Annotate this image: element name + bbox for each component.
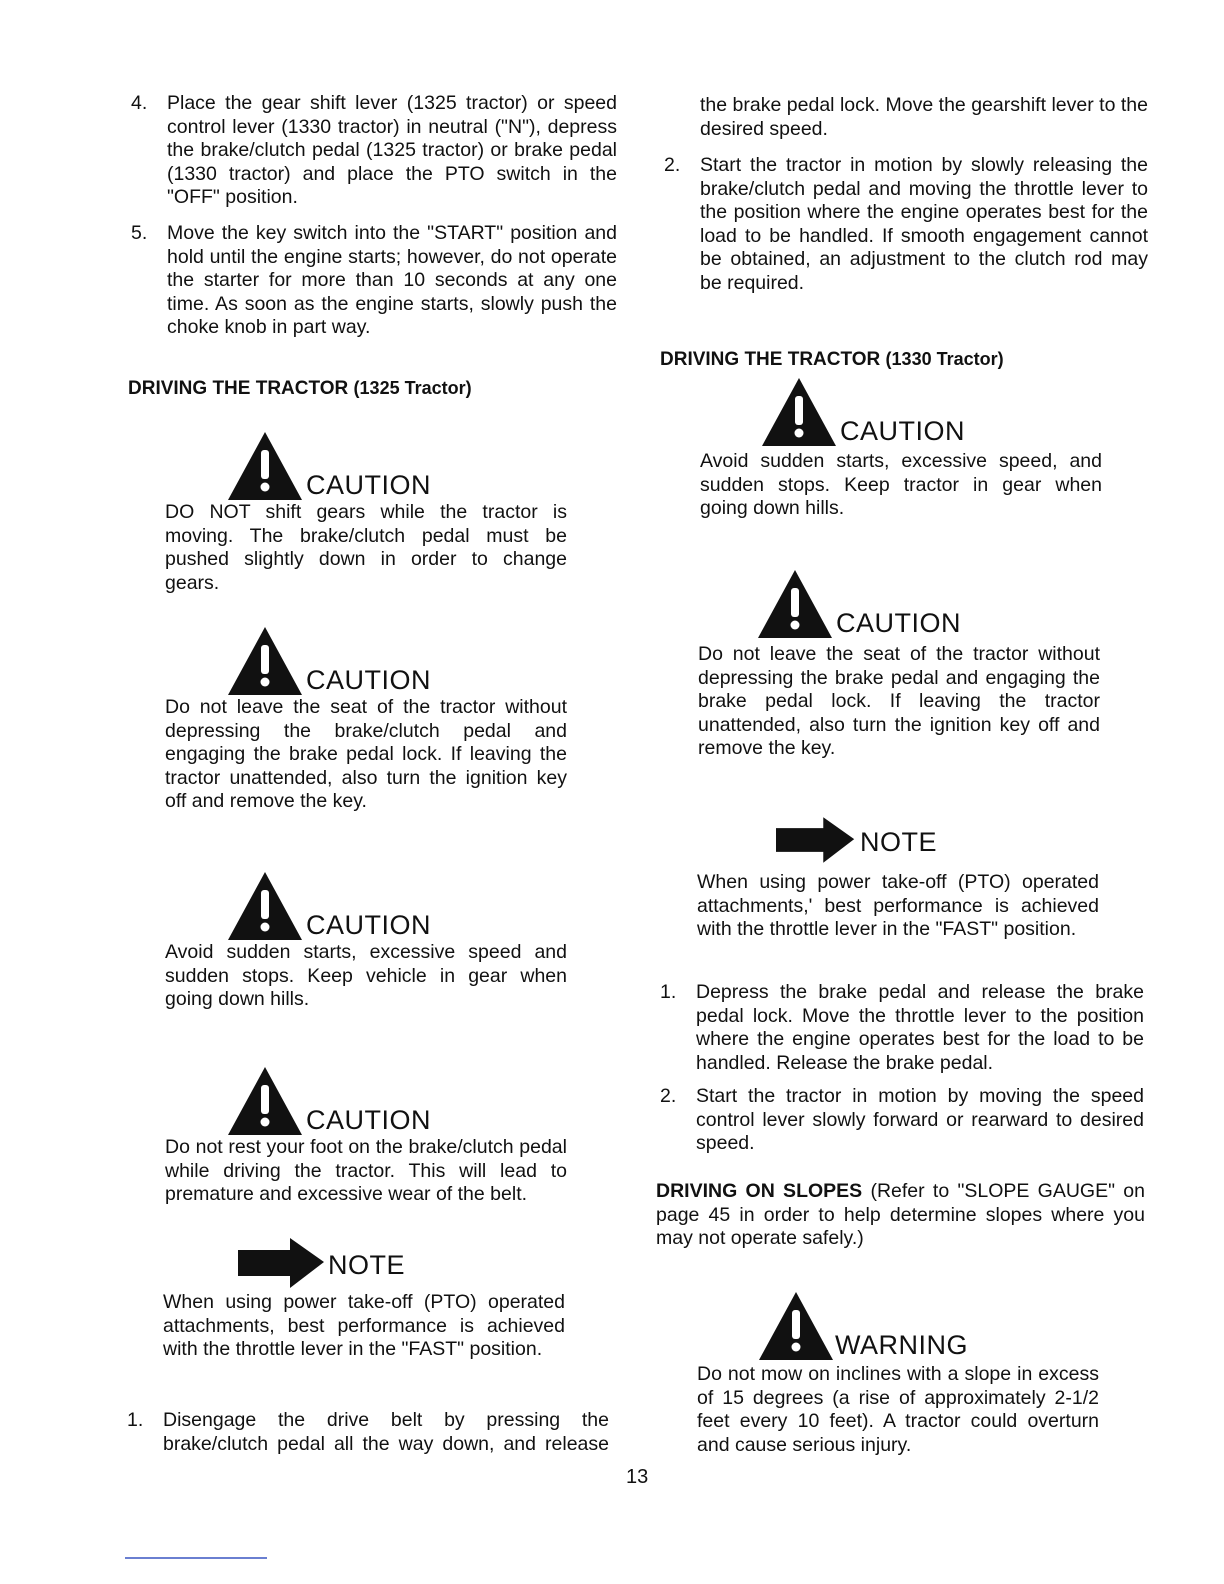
warning-triangle-icon bbox=[226, 430, 304, 502]
caution-title: CAUTION bbox=[306, 1105, 431, 1135]
note-callout bbox=[776, 815, 937, 865]
caution-text: Avoid sudden starts, excessive speed, and sudden stops. Keep tractor in gear when going down hills. bbox=[700, 450, 1102, 520]
arrow-right-icon bbox=[238, 1238, 326, 1288]
step-5-number: 5. bbox=[131, 222, 148, 244]
heading-1325-sub: (1325 Tractor) bbox=[353, 378, 472, 398]
caution-callout bbox=[760, 376, 965, 448]
caution-text: Do not rest your foot on the brake/clutch pedal while driving the tractor. This will lead to premature and excessive wear of the belt. bbox=[165, 1136, 567, 1206]
note-callout bbox=[238, 1238, 405, 1288]
slopes-heading: DRIVING ON SLOPES bbox=[656, 1180, 863, 1202]
note-text: When using power take-off (PTO) operated attachments, best performance is achieved with the throttle lever in the "FAST" position. bbox=[163, 1291, 565, 1361]
warning-callout bbox=[757, 1290, 968, 1362]
step-1-text: Disengage the drive belt by pressing the brake/clutch pedal all the way down, and release bbox=[163, 1409, 609, 1455]
caution-text: Avoid sudden starts, excessive speed and sudden stops. Keep vehicle in gear when going down hills. bbox=[165, 941, 567, 1011]
warning-triangle-icon bbox=[226, 1065, 304, 1137]
note-title: NOTE bbox=[328, 1250, 406, 1280]
step-2-text: Start the tractor in motion by slowly releasing the brake/clutch pedal and moving the throttle lever to the position where the engine operates best for the load to be handled. If smooth engagement cannot be obtained, an adjustment to the clutch rod may be required. bbox=[700, 154, 1148, 294]
caution-callout bbox=[756, 568, 961, 640]
step-2-text: Start the tractor in motion by moving the speed control lever slowly forward or rearward to desired speed. bbox=[696, 1085, 1144, 1155]
continued-text: the brake pedal lock. Move the gearshift lever to the desired speed. bbox=[700, 94, 1148, 140]
caution-callout bbox=[226, 1065, 431, 1137]
warning-triangle-icon bbox=[226, 870, 304, 942]
caution-callout bbox=[226, 625, 431, 697]
step-2-number: 2. bbox=[664, 154, 681, 176]
caution-title: CAUTION bbox=[840, 416, 965, 446]
slopes-text: (Refer to "SLOPE GAUGE" on page 45 in order to help determine slopes where you may not operate safely.) bbox=[656, 1180, 1145, 1250]
caution-title: CAUTION bbox=[306, 470, 431, 500]
caution-title: CAUTION bbox=[306, 910, 431, 940]
step-4-number: 4. bbox=[131, 92, 148, 114]
caution-callout bbox=[226, 430, 431, 502]
note-text: When using power take-off (PTO) operated attachments,' best performance is achieved with the throttle lever in the "FAST" position. bbox=[697, 871, 1099, 941]
section-heading-1330 bbox=[660, 348, 1004, 371]
step-2-number: 2. bbox=[660, 1085, 677, 1107]
step-4-text: Place the gear shift lever (1325 tractor) or speed control lever (1330 tractor) in neutral ("N"), depress the brake/clutch pedal (1325 tractor) or brake pedal (1330 tractor) and place the PTO switch in the "OFF" position. bbox=[167, 92, 617, 209]
caution-text: Do not leave the seat of the tractor without depressing the brake/clutch pedal and engaging the brake pedal lock. If leaving the tractor unattended, also turn the ignition key off and remove the key. bbox=[165, 696, 567, 813]
step-1-number: 1. bbox=[660, 981, 677, 1003]
warning-triangle-icon bbox=[757, 1290, 835, 1362]
warning-triangle-icon bbox=[760, 376, 838, 448]
heading-1330-main: DRIVING THE TRACTOR bbox=[660, 349, 886, 370]
heading-1325-main: DRIVING THE TRACTOR bbox=[128, 378, 354, 399]
note-title: NOTE bbox=[860, 827, 938, 857]
warning-text: Do not mow on inclines with a slope in excess of 15 degrees (a rise of approximately 2-1/2 feet every 10 feet). A tractor could overturn and cause serious injury. bbox=[697, 1363, 1099, 1456]
step-5-text: Move the key switch into the "START" position and hold until the engine starts; however, do not operate the starter for more than 10 seconds at any one time. As soon as the engine starts, slowly push the choke knob in part way. bbox=[167, 222, 617, 339]
warning-triangle-icon bbox=[226, 625, 304, 697]
caution-text: DO NOT shift gears while the tractor is moving. The brake/clutch pedal must be pushed slightly down in order to change gears. bbox=[165, 501, 567, 594]
step-1-text: Depress the brake pedal and release the brake pedal lock. Move the throttle lever to the position where the engine operates best for the load to be handled. Release the brake pedal. bbox=[696, 981, 1144, 1074]
driving-on-slopes-paragraph bbox=[656, 1180, 1145, 1251]
section-heading-1325 bbox=[128, 377, 472, 400]
heading-1330-sub: (1330 Tractor) bbox=[885, 349, 1004, 369]
caution-title: CAUTION bbox=[836, 608, 961, 638]
caution-title: CAUTION bbox=[306, 665, 431, 695]
caution-callout bbox=[226, 870, 431, 942]
footer-rule bbox=[125, 1557, 267, 1559]
page-number: 13 bbox=[626, 1466, 649, 1488]
warning-triangle-icon bbox=[756, 568, 834, 640]
step-1-number: 1. bbox=[127, 1409, 144, 1431]
caution-text: Do not leave the seat of the tractor without depressing the brake pedal and engaging the brake pedal lock. If leaving the tractor unattended, also turn the ignition key off and remove the key. bbox=[698, 643, 1100, 760]
arrow-right-icon bbox=[776, 815, 856, 865]
warning-title: WARNING bbox=[835, 1330, 968, 1360]
